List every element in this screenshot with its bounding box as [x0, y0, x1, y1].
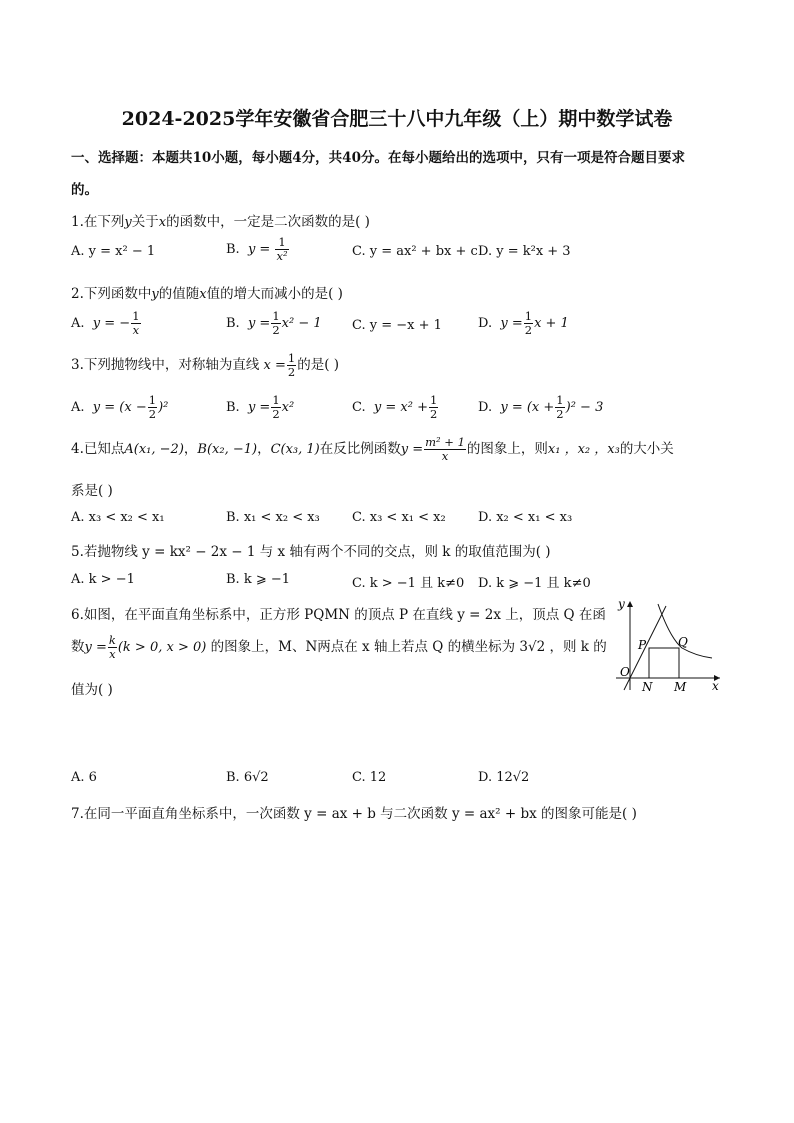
q3-option-a: A. y = (x − $\frac{1}{2}$ )² — [71, 393, 169, 421]
q1-option-a: A. y = x² − 1 — [71, 244, 156, 259]
q2-option-d: D. y = $\frac{1}{2}$ x + 1 — [478, 309, 569, 337]
q1-var-x: x — [158, 215, 167, 230]
question-6-line2: 数y = $\frac{k}{x}$ (k > 0, x > 0) 的图象上，M、N两点在 x 轴上若点 Q 的横坐标为 3√2 ，则 k 的 — [71, 633, 607, 661]
question-5: 5.若抛物线 y = kx² − 2x − 1 与 x 轴有两个不同的交点，则 k 的取值范围为( ) — [71, 544, 551, 560]
q4-option-d: D. x₂ < x₁ < x₃ — [478, 510, 573, 525]
q1-suffix: 的函数中，一定是二次函数的是( ) — [166, 214, 370, 230]
q6-figure — [612, 596, 724, 692]
label-o: O — [620, 665, 630, 679]
q4-option-a: A. x₃ < x₂ < x₁ — [71, 510, 165, 525]
question-7: 7.在同一平面直角坐标系中，一次函数 y = ax + b 与二次函数 y = ax² + bx 的图象可能是( ) — [71, 806, 637, 822]
question-3: 3.下列抛物线中，对称轴为直线 x = $\frac{1}{2}$ 的是( ) — [71, 351, 340, 379]
section-instructions: 一、选择题：本题共10小题，每小题4分，共40分。在每小题给出的选项中，只有一项是符合题目要求 — [71, 150, 685, 166]
q6-option-d: D. 12√2 — [478, 770, 530, 785]
page-title: 2024-2025学年安徽省合肥三十八中九年级（上）期中数学试卷 — [121, 108, 673, 130]
label-n: N — [642, 680, 653, 692]
hyperbola-curve — [658, 604, 712, 658]
q3-option-b: B. y = $\frac{1}{2}$ x² — [226, 393, 295, 421]
question-6: 6.如图，在平面直角坐标系中，正方形 PQMN 的顶点 P 在直线 y = 2x 上，顶点 Q 在函 — [71, 607, 606, 623]
question-4: 4.已知点A(x₁, −2)，B(x₂, −1)，C(x₃, 1)在反比例函数y = $\frac{\text{m² + 1}}{x}$ 的图象上，则x₁ ，x₂ ，x₃的大小关 — [71, 435, 674, 463]
label-q: Q — [678, 635, 688, 649]
section-instructions-cont: 的。 — [71, 182, 98, 198]
q5-option-b: B. k ⩾ −1 — [226, 572, 291, 587]
question-1 — [71, 210, 370, 230]
q2-option-b: B. y = $\frac{1}{2}$ x² − 1 — [226, 309, 322, 337]
q6-option-b: B. 6√2 — [226, 770, 269, 785]
label-p: P — [638, 638, 647, 652]
q1-option-c: C. y = ax² + bx + c — [352, 244, 478, 259]
q5-option-d: D. k ⩾ −1 且 k≠0 — [478, 576, 591, 591]
q3-option-c: C. y = x² + $\frac{1}{2}$ — [352, 393, 438, 421]
q1-prefix: 1.在下列 — [71, 214, 125, 230]
q4-option-c: C. x₃ < x₁ < x₂ — [352, 510, 446, 525]
q1-var-y: y — [124, 215, 132, 230]
label-m: M — [674, 680, 687, 692]
label-y: y — [618, 597, 625, 611]
y-axis-arrow — [627, 601, 633, 607]
q2-option-a: A. y = − $\frac{1}{x}$ — [71, 309, 140, 337]
q5-option-a: A. k > −1 — [71, 572, 135, 587]
q1-option-b: B. y = $\frac{1}{\text{x²}}$ — [226, 235, 288, 263]
square-pqmn — [649, 648, 679, 678]
q4-option-b: B. x₁ < x₂ < x₃ — [226, 510, 320, 525]
q6-option-a: A. 6 — [71, 770, 97, 785]
q3-option-d: D. y = (x + $\frac{1}{2}$ )² − 3 — [478, 393, 604, 421]
q1-option-d: D. y = k²x + 3 — [478, 244, 571, 259]
question-2: 2.下列函数中y的值随x值的增大而减小的是( ) — [71, 286, 343, 302]
q2-option-c: C. y = −x + 1 — [352, 318, 442, 333]
q1-mid: 关于 — [131, 214, 159, 230]
question-6-line3: 值为( ) — [71, 682, 113, 698]
label-x: x — [712, 679, 719, 692]
question-4-cont: 系是( ) — [71, 483, 113, 499]
q6-option-c: C. 12 — [352, 770, 387, 785]
q5-option-c: C. k > −1 且 k≠0 — [352, 576, 465, 591]
